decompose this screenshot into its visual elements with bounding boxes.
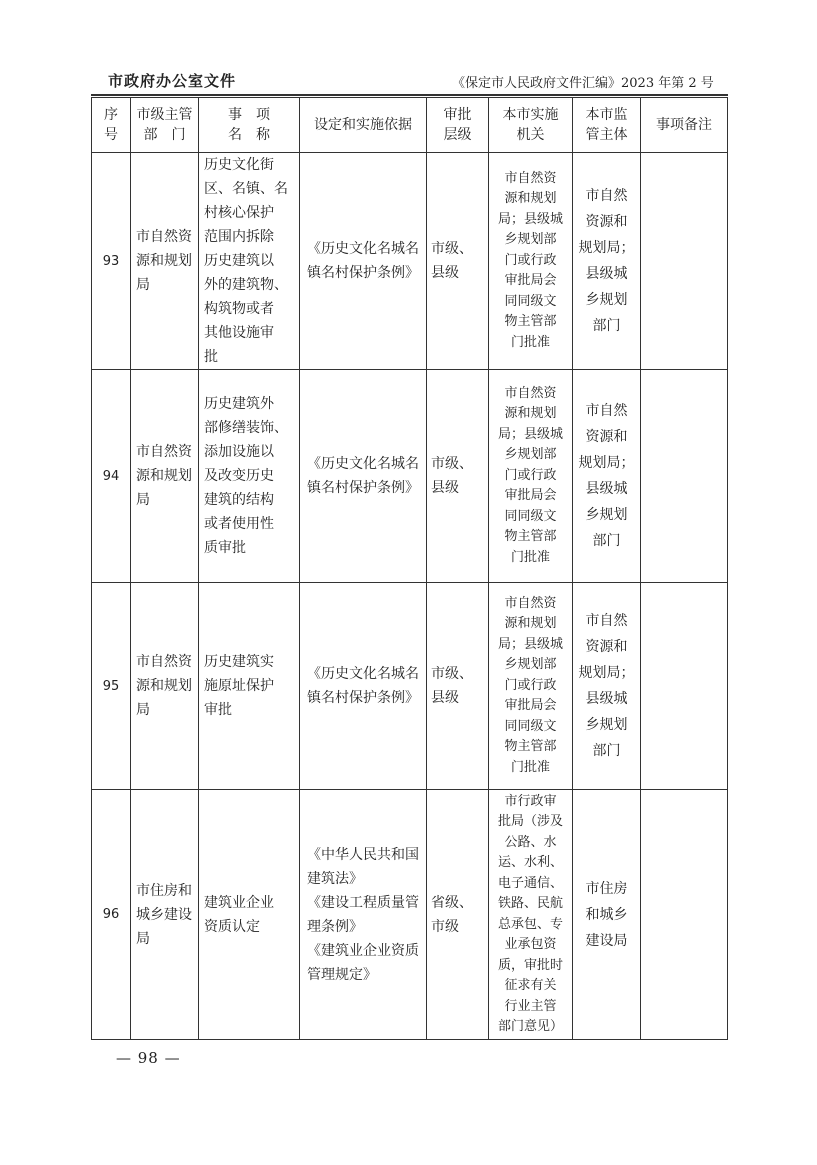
row-number: 96	[92, 790, 131, 1040]
row-level: 市级、 县级	[427, 583, 489, 790]
table-row	[92, 370, 728, 583]
row-department: 市住房和 城乡建设 局	[131, 790, 199, 1040]
row-basis: 《历史文化名城名 镇名村保护条例》	[300, 583, 427, 790]
row-authority: 市行政审 批局（涉及 公路、水 运、水利、 电子通信、 铁路、民航 总承包、专 业承包资 质，审批时 征求有关 行业主管 部门意见）	[489, 790, 573, 1040]
approval-items-table	[91, 97, 728, 1040]
header-cell-basis: 设定和实施依据	[300, 98, 427, 153]
row-authority: 市自然资 源和规划 局；县级城 乡规划部 门或行政 审批局会 同同级文 物主管部 门批准	[489, 153, 573, 370]
row-item-name: 建筑业企业 资质认定	[199, 790, 300, 1040]
table-header-row	[92, 98, 728, 153]
row-basis: 《中华人民共和国 建筑法》 《建设工程质量管 理条例》 《建筑业企业资质 管理规定》	[300, 790, 427, 1040]
row-number: 94	[92, 370, 131, 583]
header-cell-number: 序 号	[92, 98, 131, 153]
row-supervisor: 市自然 资源和 规划局； 县级城 乡规划 部门	[573, 583, 641, 790]
row-item-name: 历史建筑外 部修缮装饰、 添加设施以 及改变历史 建筑的结构 或者使用性 质审批	[199, 370, 300, 583]
header-cell-level: 审批 层级	[427, 98, 489, 153]
row-item-name: 历史建筑实 施原址保护 审批	[199, 583, 300, 790]
table-row	[92, 583, 728, 790]
header-cell-supervisor: 本市监 管主体	[573, 98, 641, 153]
header-cell-department: 市级主管 部 门	[131, 98, 199, 153]
row-department: 市自然资 源和规划 局	[131, 583, 199, 790]
header-cell-note: 事项备注	[641, 98, 728, 153]
row-basis: 《历史文化名城名 镇名村保护条例》	[300, 153, 427, 370]
row-supervisor: 市住房 和城乡 建设局	[573, 790, 641, 1040]
row-supervisor: 市自然 资源和 规划局； 县级城 乡规划 部门	[573, 370, 641, 583]
row-note	[641, 370, 728, 583]
row-department: 市自然资 源和规划 局	[131, 153, 199, 370]
row-level: 市级、 县级	[427, 370, 489, 583]
row-note	[641, 153, 728, 370]
row-level: 市级、 县级	[427, 153, 489, 370]
row-supervisor: 市自然 资源和 规划局； 县级城 乡规划 部门	[573, 153, 641, 370]
row-level: 省级、 市级	[427, 790, 489, 1040]
row-note	[641, 583, 728, 790]
row-department: 市自然资 源和规划 局	[131, 370, 199, 583]
row-number: 93	[92, 153, 131, 370]
header-cell-authority: 本市实施 机关	[489, 98, 573, 153]
header-right-title: 《保定市人民政府文件汇编》2023 年第 2 号	[452, 76, 714, 91]
table-row	[92, 153, 728, 370]
row-item-name: 历史文化街 区、名镇、名 村核心保护 范围内拆除 历史建筑以 外的建筑物、 构筑物或者 其他设施审 批	[199, 153, 300, 370]
header-left-title: 市政府办公室文件	[108, 72, 237, 90]
header-divider	[91, 94, 728, 96]
page-number: — 98 —	[116, 1049, 181, 1067]
row-basis: 《历史文化名城名 镇名村保护条例》	[300, 370, 427, 583]
row-authority: 市自然资 源和规划 局；县级城 乡规划部 门或行政 审批局会 同同级文 物主管部 门批准	[489, 583, 573, 790]
row-authority: 市自然资 源和规划 局；县级城 乡规划部 门或行政 审批局会 同同级文 物主管部 门批准	[489, 370, 573, 583]
row-number: 95	[92, 583, 131, 790]
header-cell-item-name: 事 项 名 称	[199, 98, 300, 153]
row-note	[641, 790, 728, 1040]
table-row	[92, 790, 728, 1040]
